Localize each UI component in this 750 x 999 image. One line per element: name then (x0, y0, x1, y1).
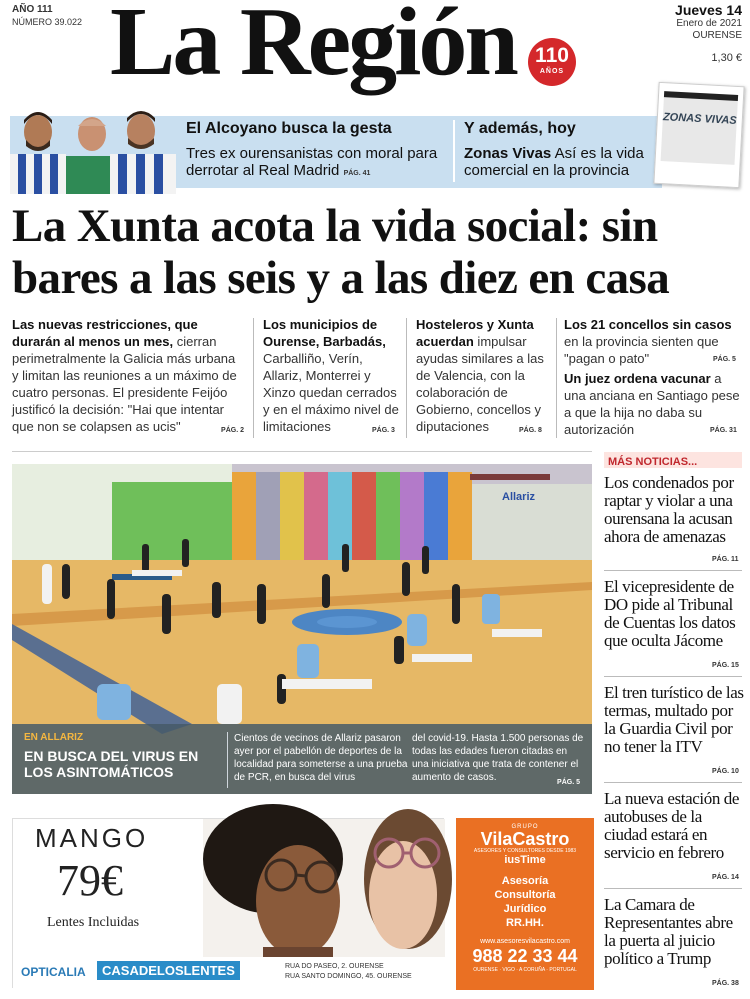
column-1-bold: Las nuevas restricciones, que durarán al menos un mes, (12, 317, 198, 349)
column-1-page: PÁG. 2 (221, 427, 244, 434)
price-label: 1,30 € (711, 52, 742, 64)
photo-caption (12, 724, 592, 794)
vila-ius: iusTime (504, 854, 546, 866)
extra-text (464, 145, 654, 179)
column-2-bold: Los municipios de Ourense, Barbadás, (263, 317, 386, 349)
column-1-text: cierran perimetralmente la Galicia más urbana y limitan las reuniones a un máximo de cuatro personas. El presidente Feijóo justificó la decisión: "Hai que intentar que non se colapsen as ucis" (12, 334, 237, 434)
sidebar-item-page: PÁG. 14 (712, 874, 739, 881)
sidebar-item[interactable]: La Camara de Representantes abre la puerta al juicio político a Trump (604, 895, 733, 968)
city-label: OURENSE (692, 30, 742, 41)
models-image (203, 819, 445, 969)
casa-lentes-logo: CASADELOSLENTES (97, 961, 240, 980)
caption-text-b: del covid-19. Hasta 1.500 personas de todas las edades fueron citadas en una iniciativa que trata de contener el aumento de casos. (412, 733, 584, 783)
sidebar-item[interactable]: El tren turístico de las termas, multado por la Guardia Civil por no tener la ITV (604, 683, 744, 756)
player-left (10, 112, 66, 194)
column-4-page: PÁG. 5 (713, 356, 736, 363)
column-4-bold: Los 21 concellos sin casos (564, 317, 732, 332)
issue-number: NÚMERO 39.022 (12, 17, 83, 27)
column-2-text: Carballiño, Verín, Allariz, Monterrei y Xinzo quedan cerrados y en el máximo nivel de limitaciones (263, 351, 399, 434)
badge-number: 110 (535, 44, 569, 67)
main-headline[interactable]: La Xunta acota la vida social: sin bares a las seis y a las diez en casa (12, 200, 670, 304)
column-4b-text: a una anciana en Santiago pese a que la hija no daba su autorización (564, 371, 740, 437)
sidebar-divider (604, 888, 742, 889)
magazine-label: ZONAS VIVAS (662, 111, 737, 127)
year-label: AÑO 111 (12, 4, 53, 15)
sidebar-divider (604, 570, 742, 571)
photo-credit: JESÚS FARIÑAS (541, 458, 588, 464)
player-right (110, 111, 176, 194)
caption-kicker: EN ALLARIZ (24, 732, 84, 743)
sidebar-item[interactable]: La nueva estación de autobuses de la ciudad estará en servicio en febrero (604, 789, 740, 862)
date-block (640, 2, 742, 64)
mango-address-2: RUA SANTO DOMINGO, 45. OURENSE (285, 973, 412, 980)
vila-brand: VilaCastro (480, 829, 570, 849)
sport-text (186, 145, 448, 182)
caption-title: EN BUSCA DEL VIRUS EN LOS ASINTOMÁTICOS (24, 748, 199, 780)
sidebar-label-bg (604, 452, 742, 468)
column-2-page: PÁG. 3 (372, 427, 395, 434)
sidebar-item-page: PÁG. 11 (712, 556, 739, 563)
vila-cities: OURENSE · VIGO · A CORUÑA · PORTUGAL (473, 967, 577, 973)
vila-tagline: ASESORES Y CONSULTORES DESDE 1983 (473, 848, 577, 854)
sport-page: PÁG. 41 (343, 170, 371, 177)
vila-phone: 988 22 33 44 (472, 946, 578, 966)
sport-title[interactable]: El Alcoyano busca la gesta (186, 120, 392, 137)
strip-divider (453, 120, 455, 182)
vila-web: www.asesoresvilacastro.com (480, 938, 570, 945)
section-rule (12, 451, 592, 452)
extra-bold: Zonas Vivas (464, 145, 552, 162)
divider (253, 318, 254, 438)
anniversary-badge (528, 38, 576, 86)
player-center (66, 117, 116, 194)
column-1 (12, 316, 244, 439)
column-3 (416, 316, 550, 435)
sidebar-item-page: PÁG. 15 (712, 662, 739, 669)
mango-price: 79€ (57, 856, 123, 905)
column-3-text: impulsar ayudas similares a las de Valencia, con la colaboración de Gobierno, concellos y diputaciones (416, 334, 544, 434)
sidebar-item-page: PÁG. 38 (712, 980, 739, 987)
vila-service-3: Jurídico (503, 903, 547, 915)
column-2 (263, 316, 399, 435)
column-4-text: en la provincia sienten que "pagan o pato" (564, 334, 719, 366)
vila-grupo: GRUPO (511, 824, 539, 830)
players-image (6, 104, 178, 194)
badge-text: AÑOS (539, 68, 565, 75)
sidebar-divider (604, 676, 742, 677)
extra-body: Así es la vida comercial en la provincia (464, 145, 644, 179)
caption-text-a: Cientos de vecinos de Allariz pasaron ayer por el pabellón de deportes de la localidad para someterse a una prueba de PCR, en busca del virus (234, 733, 408, 783)
sidebar-divider (604, 782, 742, 783)
sidebar-item[interactable]: El vicepresidente de DO pide al Tribunal de Cuentas los datos que oculta Jácome (604, 577, 736, 650)
date-label: Enero de 2021 (676, 18, 742, 29)
vila-service-1: Asesoría (501, 875, 549, 887)
sidebar-item-page: PÁG. 10 (712, 768, 739, 775)
photo-sign: Allariz (502, 491, 536, 503)
sidebar-item[interactable]: Los condenados por raptar y violar a una ourensana la acusan ahora de amenazas (604, 473, 734, 546)
column-3-page: PÁG. 8 (519, 427, 542, 434)
column-4b-page: PÁG. 31 (710, 427, 737, 434)
magazine-thumbnail[interactable] (653, 82, 744, 188)
sport-text-body: Tres ex ourensanistas con moral para derrotar al Real Madrid (186, 145, 438, 179)
mango-brand: MANGO (35, 823, 149, 853)
vilacastro-ad[interactable] (456, 818, 594, 990)
mango-address-1: RUA DO PASEO, 2. OURENSE (285, 963, 384, 970)
caption-page: PÁG. 5 (557, 779, 580, 786)
divider (556, 318, 557, 438)
vila-service-4: RR.HH. (506, 917, 544, 929)
opticalia-logo: OPTICALIA (21, 965, 86, 979)
mango-ad[interactable] (12, 818, 444, 988)
extra-title[interactable]: Y además, hoy (464, 120, 576, 137)
column-3-bold: Hosteleros y Xunta acuerdan (416, 317, 534, 349)
caption-divider (227, 732, 228, 788)
sidebar-label: MÁS NOTICIAS... (608, 456, 698, 468)
divider (406, 318, 407, 438)
mango-sub: Lentes Incluidas (47, 915, 140, 930)
masthead: La Región (110, 0, 516, 96)
column-4b-bold: Un juez ordena vacunar (564, 371, 711, 386)
vila-service-2: Consultoría (494, 889, 556, 901)
day-label: Jueves 14 (675, 2, 742, 18)
